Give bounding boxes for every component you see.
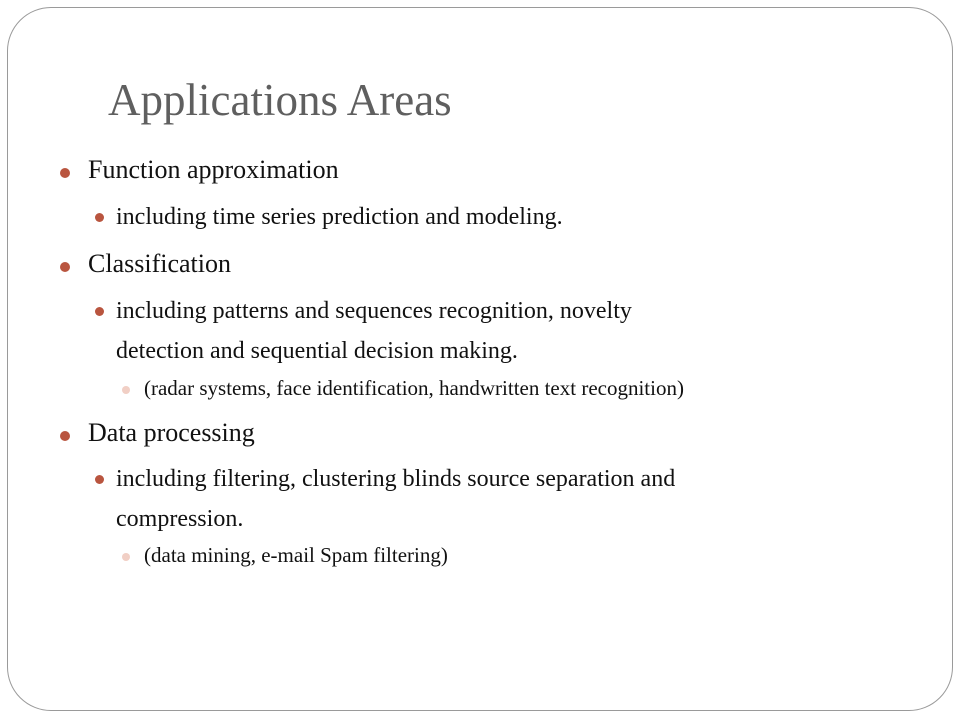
sub-bullet-classification-line1: including patterns and sequences recognition, novelty xyxy=(116,298,632,324)
sub-bullet-dot xyxy=(95,307,104,316)
bullet-function-approximation: Function approximation xyxy=(88,155,339,184)
bullet-dot xyxy=(60,431,70,441)
sub-sub-bullet-dot xyxy=(122,386,130,394)
slide-title: Applications Areas xyxy=(108,75,452,125)
sub-sub-bullet-classification-examples: (radar systems, face identification, handwritten text recognition) xyxy=(144,376,684,400)
sub-bullet-data-processing-line1: including filtering, clustering blinds source separation and xyxy=(116,466,676,492)
bullet-data-processing: Data processing xyxy=(88,418,255,447)
sub-bullet-dot xyxy=(95,213,104,222)
sub-bullet-function-approximation: including time series prediction and modeling. xyxy=(116,204,563,230)
bullet-classification: Classification xyxy=(88,249,231,278)
bullet-dot xyxy=(60,262,70,272)
sub-sub-bullet-dot xyxy=(122,553,130,561)
bullet-dot xyxy=(60,168,70,178)
sub-bullet-data-processing-line2: compression. xyxy=(116,506,244,532)
sub-bullet-dot xyxy=(95,475,104,484)
sub-sub-bullet-data-processing-examples: (data mining, e-mail Spam filtering) xyxy=(144,543,448,567)
sub-bullet-classification-line2: detection and sequential decision making. xyxy=(116,338,518,364)
